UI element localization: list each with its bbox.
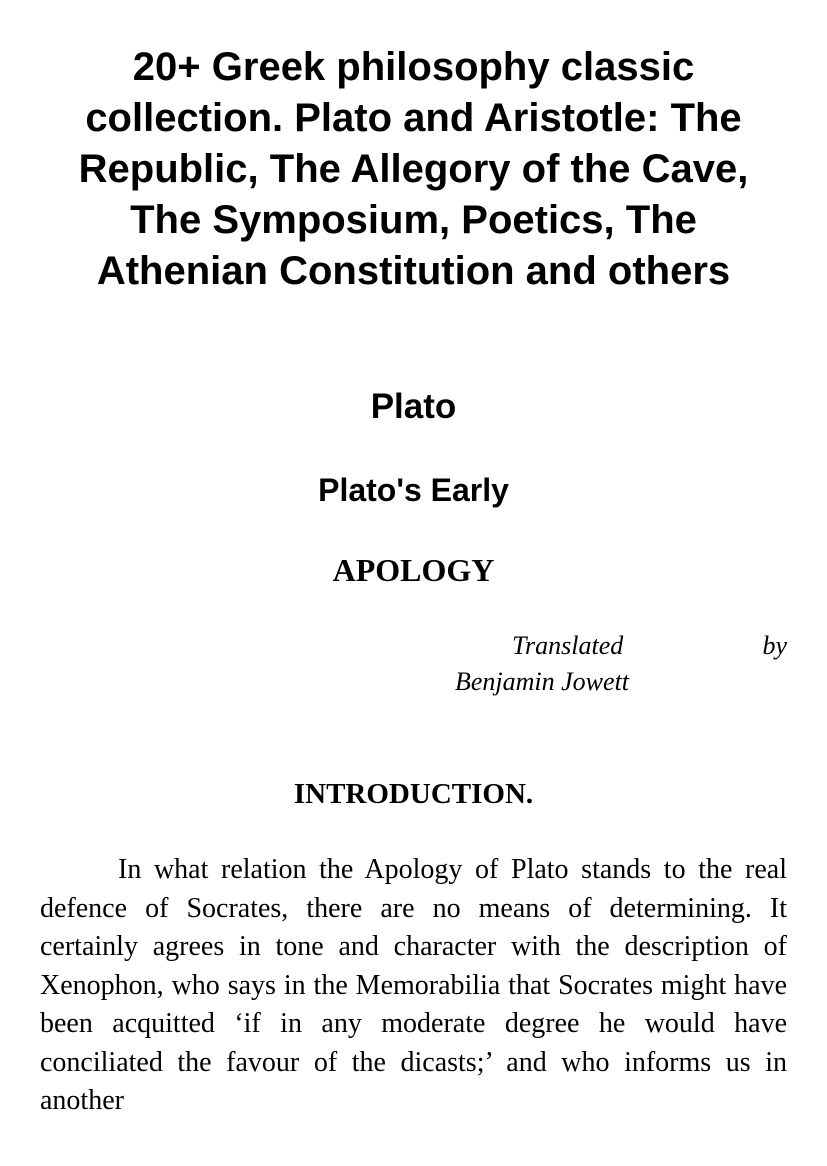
introduction-paragraph: In what relation the Apology of Plato stands to the real defence of Socrates, there are no means of determining. It certainly agrees in tone and character with the description of Xenophon, who says in the Memorabilia that Socrates might have been acquitted ‘if in any moderate degree he would have conciliated the favour of the dicasts;’ and who informs us in another [40,854,787,1116]
translator-line-1 [455,628,787,664]
work-title: APOLOGY [332,552,495,588]
introduction-heading: INTRODUCTION. [293,778,534,810]
section-title: Plato's Early [318,472,509,508]
author-name: Plato [370,387,457,426]
translated-word: Translated [512,631,624,660]
book-title: 20+ Greek philosophy classic collection. Plato and Aristotle: The Republic, The Allegory of the Cave, The Symposium, Poetics, The Athenian Constitution and others [78,45,749,293]
by-word: by [762,631,787,660]
translator-name: Benjamin Jowett [455,667,630,696]
translator-credit [455,628,787,700]
